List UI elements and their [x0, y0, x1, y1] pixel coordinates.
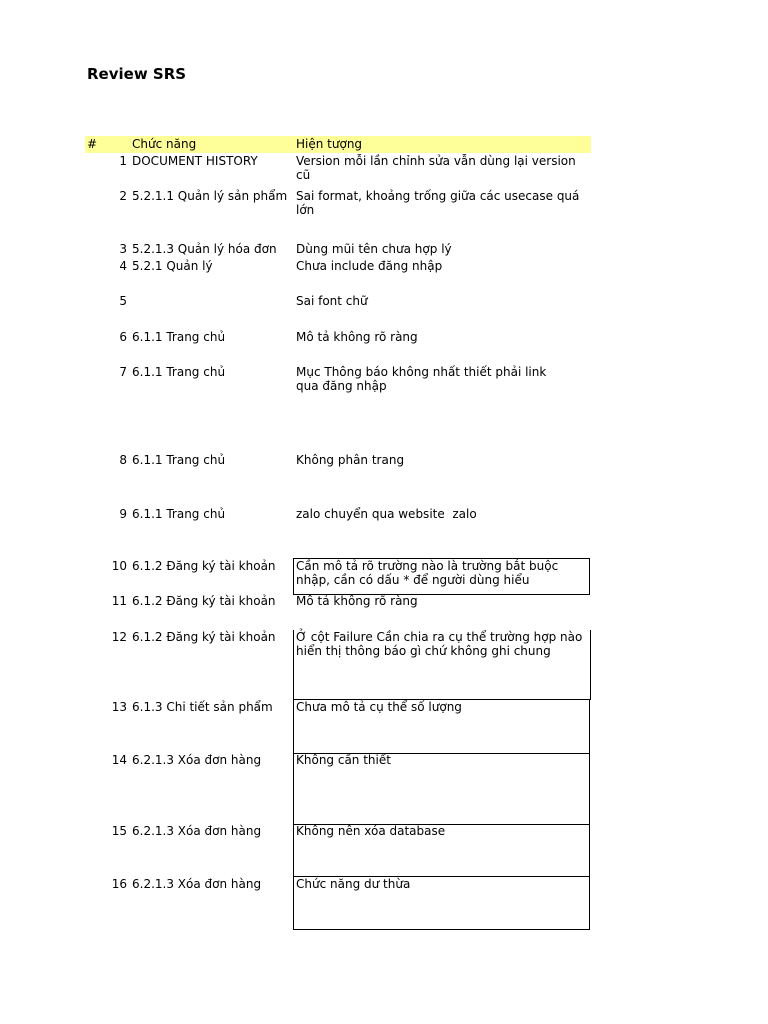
row-function: 6.1.2 Đăng ký tài khoản	[132, 559, 276, 573]
row-issue: Không nên xóa database	[296, 824, 446, 838]
row-issue: Mô tả không rõ ràng	[296, 594, 418, 608]
row-number: 1	[119, 154, 127, 168]
row-issue: Chức năng dư thừa	[296, 877, 411, 891]
row-number: 9	[119, 507, 127, 521]
row-number: 10	[111, 559, 127, 573]
row-number: 3	[119, 242, 127, 256]
row-number: 12	[111, 630, 127, 644]
row-function: 6.1.1 Trang chủ	[132, 453, 226, 467]
row-function: 6.2.1.3 Xóa đơn hàng	[132, 877, 262, 891]
row-issue: Dùng mũi tên chưa hợp lý	[296, 242, 452, 256]
header-function: Chức năng	[132, 137, 197, 151]
page-title: Review SRS	[87, 65, 187, 83]
row-number: 2	[119, 189, 127, 203]
row-number: 8	[119, 453, 127, 467]
row-issue: Version mỗi lần chỉnh sửa vẫn dùng lại version cũ	[296, 154, 576, 182]
row-function: 6.1.1 Trang chủ	[132, 365, 226, 379]
row-number: 7	[119, 365, 127, 379]
row-issue: Ở cột Failure Cần chia ra cụ thể trường hợp nào hiển thị thông báo gì chứ không ghi chung	[296, 630, 583, 658]
row-function: 5.2.1 Quản lý	[132, 259, 213, 273]
row-function: 5.2.1.3 Quản lý hóa đơn	[132, 242, 277, 256]
row-function: 6.1.3 Chi tiết sản phẩm	[132, 700, 273, 714]
row-number: 16	[111, 877, 127, 891]
row-number: 13	[111, 700, 127, 714]
row-issue: Mục Thông báo không nhất thiết phải link qua đăng nhập	[296, 365, 547, 393]
row-function: 5.2.1.1 Quản lý sản phẩm	[132, 189, 288, 203]
row-issue: zalo chuyển qua website zalo	[296, 507, 477, 521]
row-issue: Không cần thiết	[296, 753, 391, 767]
cell-border-row-12	[590, 630, 591, 700]
row-issue: Không phân trang	[296, 453, 405, 467]
row-function: 6.1.1 Trang chủ	[132, 330, 226, 344]
row-issue: Chưa mô tả cụ thể số lượng	[296, 700, 462, 714]
row-number: 6	[119, 330, 127, 344]
row-number: 15	[111, 824, 127, 838]
cell-border-row-12	[293, 630, 294, 700]
row-function: 6.2.1.3 Xóa đơn hàng	[132, 824, 262, 838]
header-issue: Hiện tượng	[296, 137, 363, 151]
row-issue: Sai format, khoảng trống giữa các usecase quá lớn	[296, 189, 580, 217]
row-number: 4	[119, 259, 127, 273]
row-number: 14	[111, 753, 127, 767]
row-number: 5	[119, 294, 127, 308]
row-function: 6.1.2 Đăng ký tài khoản	[132, 594, 276, 608]
row-number: 11	[111, 594, 127, 608]
row-function: DOCUMENT HISTORY	[132, 154, 258, 168]
row-function: 6.1.2 Đăng ký tài khoản	[132, 630, 276, 644]
row-issue: Chưa include đăng nhập	[296, 259, 443, 273]
header-number: #	[87, 137, 98, 151]
row-function: 6.2.1.3 Xóa đơn hàng	[132, 753, 262, 767]
row-issue: Mô tả không rõ ràng	[296, 330, 418, 344]
row-issue: Cần mô tả rõ trường nào là trường bắt buộc nhập, cần có dấu * để người dùng hiểu	[296, 559, 559, 587]
row-issue: Sai font chữ	[296, 294, 368, 308]
row-function: 6.1.1 Trang chủ	[132, 507, 226, 521]
